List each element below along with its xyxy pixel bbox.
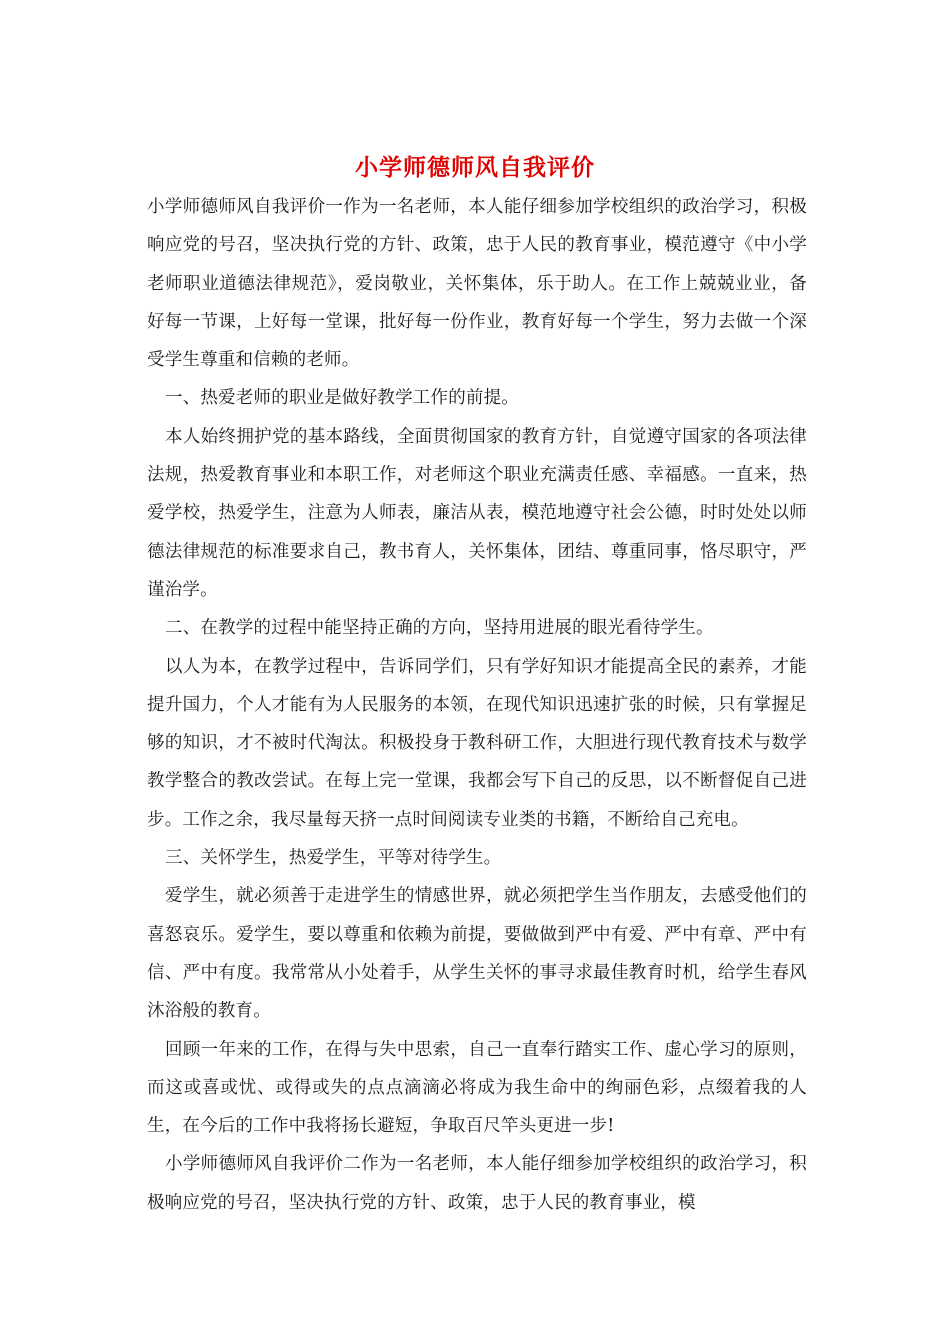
paragraph-section-2: 以人为本，在教学过程中，告诉同学们，只有学好知识才能提高全民的素养，才能提升国力，个人才能有为人民服务的本领，在现代知识迅速扩张的时候，只有掌握足够的知识，才不被时代淘汰。积极投身于教科研工作，大胆进行现代教育技术与数学教学整合的教改尝试。在每上完一堂课，我都会写下自己的反思，以不断督促自己进步。工作之余，我尽量每天挤一点时间阅读专业类的书籍，不断给自己充电。 xyxy=(147,656,807,830)
document-title: 小学师德师风自我评价 xyxy=(355,154,595,181)
document-body xyxy=(147,188,807,1222)
section-heading-1: 一、热爱老师的职业是做好教学工作的前提。 xyxy=(165,388,519,409)
paragraph-section-3: 爱学生，就必须善于走进学生的情感世界，就必须把学生当作朋友，去感受他们的喜怒哀乐。爱学生，要以尊重和依赖为前提，要做做到严中有爱、严中有章、严中有信、严中有度。我常常从小处着手，从学生关怀的事寻求最佳教育时机，给学生春风沐浴般的教育。 xyxy=(147,886,807,1022)
paragraph-section-1: 本人始终拥护党的基本路线，全面贯彻国家的教育方针，自觉遵守国家的各项法律法规，热爱教育事业和本职工作，对老师这个职业充满责任感、幸福感。一直来，热爱学校，热爱学生，注意为人师表，廉洁从表，模范地遵守社会公德，时时处处以师德法律规范的标准要求自己，教书育人，关怀集体，团结、尊重同事，恪尽职守，严谨治学。 xyxy=(147,426,807,600)
paragraph-second-evaluation: 小学师德师风自我评价二作为一名老师，本人能仔细参加学校组织的政治学习，积极响应党的号召，坚决执行党的方针、政策，忠于人民的教育事业，模 xyxy=(147,1154,807,1213)
paragraph-review: 回顾一年来的工作，在得与失中思索，自己一直奉行踏实工作、虚心学习的原则，而这或喜或忧、或得或失的点点滴滴必将成为我生命中的绚丽色彩，点缀着我的人生，在今后的工作中我将扬长避短，争取百尺竿头更进一步! xyxy=(147,1039,807,1137)
section-heading-2: 二、在教学的过程中能坚持正确的方向，坚持用进展的眼光看待学生。 xyxy=(165,618,714,639)
paragraph-intro: 小学师德师风自我评价一作为一名老师，本人能仔细参加学校组织的政治学习，积极响应党的号召，坚决执行党的方针、政策，忠于人民的教育事业，模范遵守《中小学老师职业道德法律规范》，爱岗敬业，关怀集体，乐于助人。在工作上兢兢业业，备好每一节课，上好每一堂课，批好每一份作业，教育好每一个学生，努力去做一个深受学生尊重和信赖的老师。 xyxy=(147,197,807,371)
section-heading-3: 三、关怀学生，热爱学生，平等对待学生。 xyxy=(165,848,502,869)
